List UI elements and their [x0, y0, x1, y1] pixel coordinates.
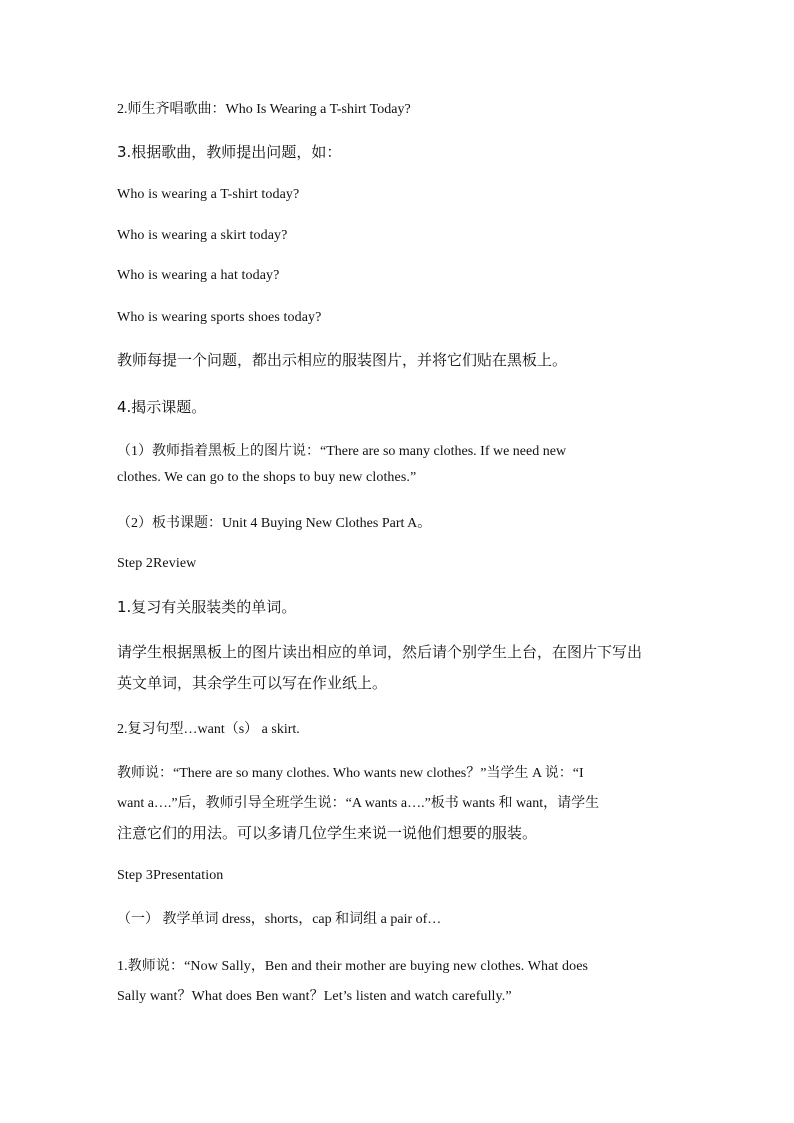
review-instruction-line-2: 英文单词，其余学生可以写在作业纸上。	[117, 674, 388, 692]
reveal-topic-heading: 4.揭示课题。	[117, 398, 207, 416]
question-skirt: Who is wearing a skirt today?	[117, 228, 288, 243]
step-2-heading: Step 2Review	[117, 556, 197, 571]
write-topic-line: （2）板书课题：Unit 4 Buying New Clothes Part A。	[117, 516, 432, 531]
teacher-pictures-note: 教师每提一个问题，都出示相应的服装图片，并将它们贴在黑板上。	[117, 351, 568, 369]
review-instruction-line-1: 请学生根据黑板上的图片读出相应的单词，然后请个别学生上台，在图片下写出	[117, 643, 643, 661]
review-pattern-line-1: 教师说：“There are so many clothes. Who wants new clothes？”当学生 A 说：“I	[117, 766, 584, 781]
step-3-heading: Step 3Presentation	[117, 868, 224, 883]
vocabulary-section-heading: （一） 教学单词 dress，shorts，cap 和词组 a pair of…	[117, 912, 442, 927]
review-pattern-line-2: want a….”后，教师引导全班学生说：“A wants a….”板书 wants 和 want，请学生	[117, 796, 600, 811]
question-hat: Who is wearing a hat today?	[117, 268, 280, 283]
review-pattern-heading: 2.复习句型…want（s） a skirt.	[117, 722, 300, 737]
question-tshirt: Who is wearing a T-shirt today?	[117, 187, 300, 202]
song-line: 2.师生齐唱歌曲：Who Is Wearing a T-shirt Today?	[117, 102, 411, 117]
questions-intro: 3.根据歌曲，教师提出问题，如：	[117, 143, 342, 161]
question-sports-shoes: Who is wearing sports shoes today?	[117, 310, 322, 325]
review-words-heading: 1.复习有关服装类的单词。	[117, 598, 297, 616]
review-pattern-line-3: 注意它们的用法。可以多请几位学生来说一说他们想要的服装。	[117, 824, 538, 842]
teacher-speech-line-2: clothes. We can go to the shops to buy new clothes.”	[117, 470, 417, 485]
presentation-line-1: 1.教师说：“Now Sally，Ben and their mother are buying new clothes. What does	[117, 959, 589, 974]
teacher-speech-line-1: （1）教师指着黑板上的图片说：“There are so many clothes. If we need new	[117, 444, 567, 459]
presentation-line-2: Sally want？What does Ben want？Let’s listen and watch carefully.”	[117, 989, 512, 1004]
